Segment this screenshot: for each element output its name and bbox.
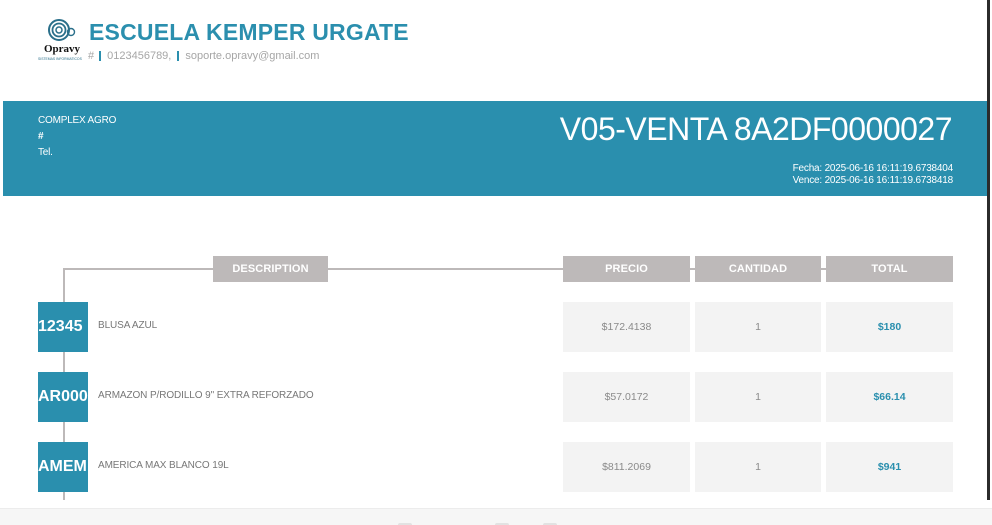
item-code: AR000 [38,372,88,422]
item-code: AMEM [38,442,88,492]
company-logo [36,18,88,62]
school-name: ESCUELA KEMPER URGATE [89,19,409,45]
item-cantidad: 1 [695,372,821,422]
table-row [0,372,992,422]
document-title: V05-VENTA 8A2DF0000027 [559,111,952,147]
table-row [0,302,992,352]
address: # [88,50,95,62]
item-description: BLUSA AZUL [98,320,158,331]
client-number: # [38,131,44,142]
bottom-toolbar [0,508,992,525]
item-description: ARMAZON P/RODILLO 9" EXTRA REFORZADO [98,390,314,401]
document-dates [793,163,953,187]
client-name: COMPLEX AGRO [38,115,117,126]
column-header-description: DESCRIPTION [213,256,328,282]
document-banner [3,101,987,196]
phone: 0123456789, [107,50,172,62]
item-code: 12345 [38,302,88,352]
item-cantidad: 1 [695,442,821,492]
column-header-total: TOTAL [826,256,953,282]
item-precio: $172.4138 [563,302,690,352]
logo-text: Opravy [44,43,81,55]
client-info [38,113,116,161]
table-row [0,442,992,492]
separator [177,51,179,61]
column-header-precio: PRECIO [563,256,690,282]
item-precio: $811.2069 [563,442,690,492]
divider [328,268,565,270]
item-precio: $57.0172 [563,372,690,422]
divider [63,268,215,270]
client-tel: Tel. [38,147,53,158]
vence: Vence: 2025-06-16 16:11:19.6738418 [792,175,953,186]
item-cantidad: 1 [695,302,821,352]
column-header-cantidad: CANTIDAD [695,256,821,282]
item-total: $941 [826,442,953,492]
item-total: $66.14 [826,372,953,422]
item-total: $180 [826,302,953,352]
scrollbar[interactable] [987,0,990,500]
fecha: Fecha: 2025-06-16 16:11:19.6738404 [792,163,953,174]
email: soporte.opravy@gmail.com [185,50,320,62]
contact-line [88,50,319,62]
item-description: AMERICA MAX BLANCO 19L [98,460,229,471]
logo-subtext: SISTEMAS INFORMATICOS [38,57,82,61]
separator [99,51,101,61]
